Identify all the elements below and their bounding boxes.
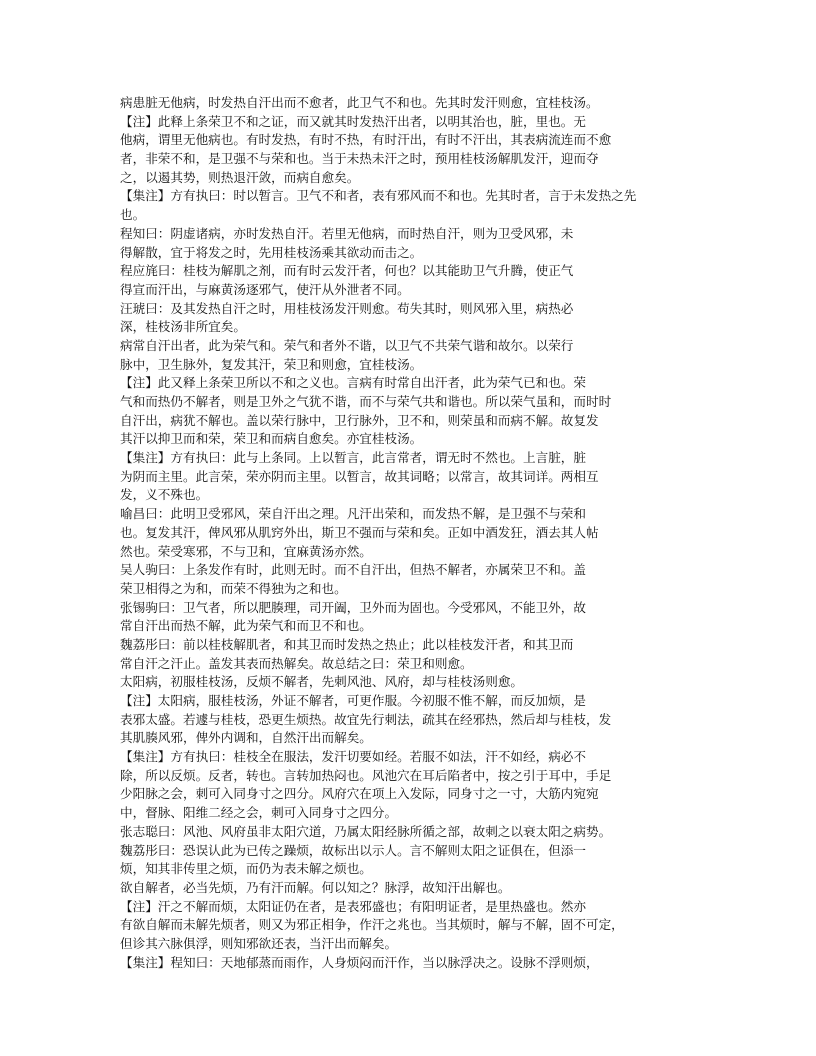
- text-line: 自汗出，病犹不解也。盖以荣行脉中，卫行脉外，卫不和，则荣虽和而病不解。故复发: [120, 412, 599, 428]
- text-line: 得解散，宜于将发之时，先用桂枝汤乘其欲动而击之。: [120, 244, 423, 260]
- text-line: 为阴而主里。此言荣，荣亦阴而主里。以暂言，故其词略；以常言，故其词详。两相互: [120, 468, 599, 484]
- text-line: 者，非荣不和，是卫强不与荣和也。当于未热未汗之时，预用桂枝汤解肌发汗，迎而夺: [120, 151, 599, 167]
- text-line: 少阳脉之会，刺可入同身寸之四分。风府穴在项上入发际，同身寸之一寸，大筋内宛宛: [120, 786, 599, 802]
- text-line: 烦，知其非传里之烦，而仍为表未解之烦也。: [120, 861, 372, 877]
- text-line: 病患脏无他病，时发热自汗出而不愈者，此卫气不和也。先其时发汗则愈，宜桂枝汤。: [120, 95, 599, 110]
- text-line: 有欲自解而未解先烦者，则又为邪正相争，作汗之兆也。当其烦时，解与不解，固不可定，: [120, 917, 624, 933]
- text-line: 喻昌曰：此明卫受邪风，荣自汗出之理。凡汗出荣和，而发热不解，是卫强不与荣和: [120, 506, 586, 522]
- text-line: 病常自汗出者，此为荣气和。荣气和者外不谐，以卫气不共荣气谐和故尔。以荣行: [120, 337, 574, 353]
- text-line: 他病，谓里无他病也。有时发热，有时不热，有时汗出，有时不汗出，其表病流连而不愈: [120, 132, 612, 148]
- text-line: 但诊其六脉俱浮，则知邪欲还表，当汗出而解矣。: [120, 935, 398, 951]
- text-line: 表邪太盛。若遽与桂枝，恐更生烦热。故宜先行刺法，疏其在经邪热，然后却与桂枝，发: [120, 711, 612, 727]
- text-line: 【集注】方有执曰：此与上条同。上以暂言，此言常者，谓无时不然也。上言脏，脏: [120, 450, 586, 466]
- text-line: 中，督脉、阳维二经之会，刺可入同身寸之四分。: [120, 805, 398, 821]
- text-line: 程知曰：阴虚诸病，亦时发热自汗。若里无他病，而时热自汗，则为卫受风邪，未: [120, 225, 574, 241]
- text-line: 荣卫相得之为和，而荣不得独为之和也。: [120, 580, 347, 596]
- text-line: 【注】此又释上条荣卫所以不和之义也。言病有时常自出汗者，此为荣气已和也。荣: [120, 375, 586, 391]
- text-line: 张锡驹曰：卫气者，所以肥腠理，司开阖，卫外而为固也。今受邪风，不能卫外，故: [120, 599, 586, 615]
- text-line: 也。: [120, 207, 146, 223]
- text-line: 常自汗出而热不解，此为荣气和而卫不和也。: [120, 618, 372, 634]
- text-line: 发，义不殊也。: [120, 487, 209, 503]
- document-page: [120, 94, 700, 972]
- text-line: 脉中，卫生脉外，复发其汗，荣卫和则愈，宜桂枝汤。: [120, 356, 423, 372]
- text-line: 得宣而汗出，与麻黄汤逐邪气，使汗从外泄者不同。: [120, 281, 410, 297]
- text-line: 深，桂枝汤非所宜矣。: [120, 319, 246, 335]
- text-line: 魏荔彤曰：恐误认此为已传之躁烦，故标出以示人。言不解则太阳之证俱在，但添一: [120, 842, 586, 858]
- text-line: 魏荔彤曰：前以桂枝解肌者，和其卫而时发热之热止；此以桂枝发汗者，和其卫而: [120, 636, 574, 652]
- text-line: 之，以遏其势，则热退汗敛，而病自愈矣。: [120, 169, 360, 185]
- text-line: 太阳病，初服桂枝汤，反烦不解者，先刺风池、风府，却与桂枝汤则愈。: [120, 674, 523, 690]
- text-line: 程应旄曰：桂枝为解肌之剂，而有时云发汗者，何也？以其能助卫气升腾，使正气: [120, 263, 574, 279]
- text-line: 常自汗之汗止。盖发其表而热解矣。故总结之曰：荣卫和则愈。: [120, 655, 473, 671]
- text-line: 【集注】程知曰：天地郁蒸而雨作，人身烦闷而汗作，当以脉浮决之。设脉不浮则烦，: [120, 954, 599, 970]
- text-line: 吴人驹曰：上条发作有时，此则无时。而不自汗出，但热不解者，亦属荣卫不和。盖: [120, 562, 586, 578]
- text-line: 欲自解者，必当先烦，乃有汗而解。何以知之？脉浮，故知汗出解也。: [120, 879, 511, 895]
- text-line: 也。复发其汗，俾风邪从肌窍外出，斯卫不强而与荣和矣。正如中酒发狂，酒去其人帖: [120, 524, 599, 540]
- text-line: 【注】汗之不解而烦，太阳证仍在者，是表邪盛也；有阳明证者，是里热盛也。然亦: [120, 898, 586, 914]
- text-line: 除，所以反烦。反者，转也。言转加热闷也。风池穴在耳后陷者中，按之引于耳中，手足: [120, 767, 612, 783]
- text-line: 【注】此释上条荣卫不和之证，而又就其时发热汗出者，以明其治也，脏，里也。无: [120, 113, 586, 129]
- text-line: 其肌腠风邪，俾外内调和，自然汗出而解矣。: [120, 730, 372, 746]
- text-line: 气和而热仍不解者，则是卫外之气犹不谐，而不与荣气共和谐也。所以荣气虽和，而时时: [120, 394, 612, 409]
- text-line: 【集注】方有执曰：时以暂言。卫气不和者，表有邪风而不和也。先其时者，言于未发热之先: [120, 188, 637, 204]
- text-line: 汪琥曰：及其发热自汗之时，用桂枝汤发汗则愈。苟失其时，则风邪入里，病热必: [120, 300, 574, 316]
- text-line: 【集注】方有执曰：桂枝全在服法，发汗切要如经。若服不如法，汗不如经，病必不: [120, 749, 586, 765]
- text-line: 【注】太阳病，服桂枝汤，外证不解者，可更作服。今初服不惟不解，而反加烦，是: [120, 693, 586, 708]
- text-line: 张志聪曰：风池、风府虽非太阳穴道，乃属太阳经脉所循之部，故刺之以衰太阳之病势。: [120, 823, 612, 839]
- text-line: 其汗以抑卫而和荣，荣卫和而病自愈矣。亦宜桂枝汤。: [120, 431, 423, 447]
- text-line: 然也。荣受寒邪，不与卫和，宜麻黄汤亦然。: [120, 543, 372, 559]
